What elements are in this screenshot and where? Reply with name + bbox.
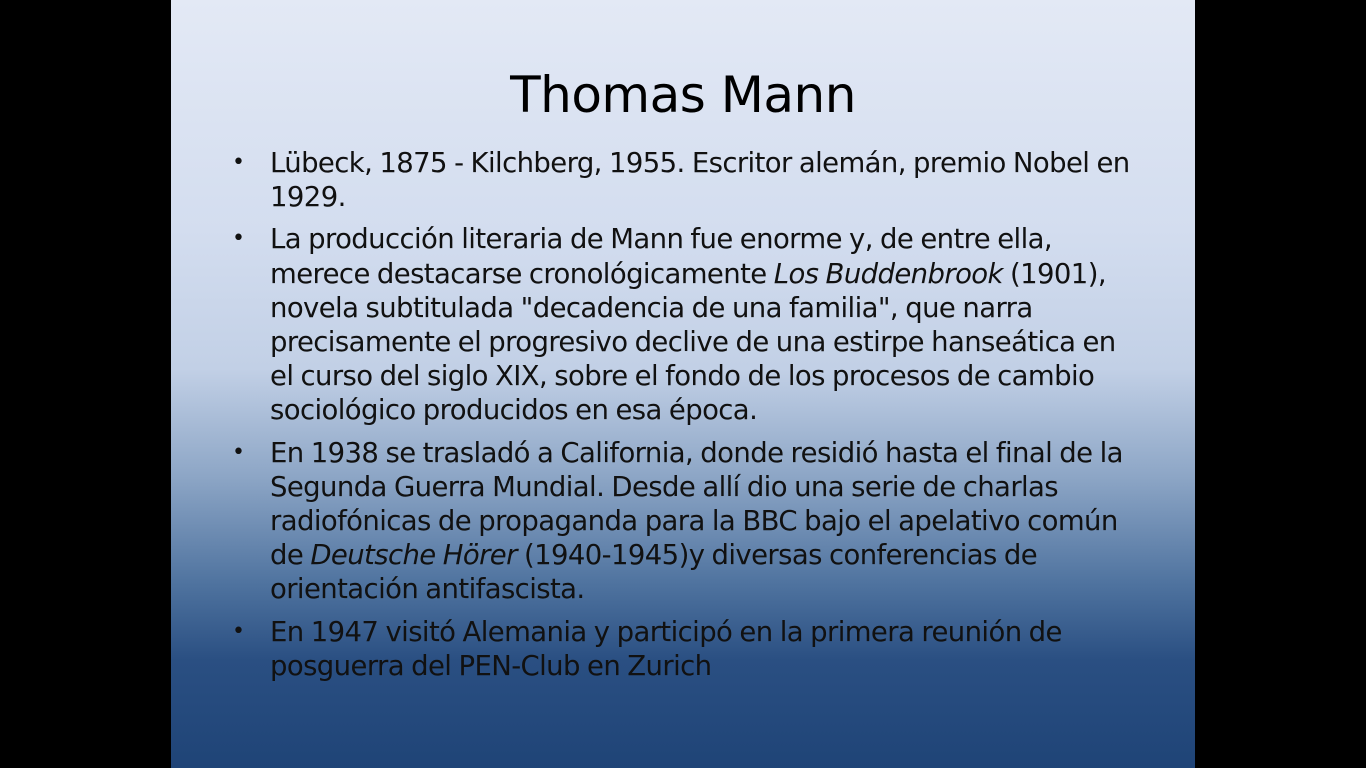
bullet-list	[171, 146, 1195, 691]
slide-title: Thomas Mann	[510, 66, 856, 124]
bullet-item-4	[171, 615, 1195, 683]
slide	[171, 0, 1195, 768]
radio-series-italic: Deutsche Hörer	[310, 539, 517, 572]
bullet-item-1	[171, 146, 1195, 214]
bullet-2-part-1: La producción literaria de Mann fue enorme y, de entre ella, merece destacarse cronológicamente	[270, 223, 1053, 290]
bullet-4-part-1: En 1947 visitó Alemania y participó en la primera reunión de posguerra del PEN-Club en Zurich	[270, 615, 1062, 682]
bullet-dot-icon: •	[232, 439, 245, 465]
bullet-dot-icon: •	[232, 226, 245, 252]
bullet-item-3	[171, 436, 1195, 607]
bullet-text-4	[270, 615, 1135, 683]
bullet-item-2	[171, 222, 1195, 427]
bullet-dot-icon: •	[232, 150, 245, 175]
book-title-italic: Los Buddenbrook	[773, 257, 1003, 290]
bullet-3-part-1: En 1938 se trasladó a California, donde residió hasta el final de la Segunda Guerra Mundial. Desde allí dio una serie de charlas radiofónicas de propaganda para la BBC bajo el apelativo común de	[270, 436, 1123, 572]
bullet-text-2	[270, 222, 1135, 427]
bullet-text-3	[270, 436, 1135, 607]
bullet-2-part-3: (1901), novela subtitulada "decadencia de una familia", que narra precisamente el progresivo declive de una estirpe hanseática en el curso del siglo XIX, sobre el fondo de los procesos de cambio sociológico producidos en esa época.	[270, 257, 1116, 427]
bullet-text-1	[270, 146, 1135, 214]
bullet-3-part-3: (1940-1945)y diversas conferencias de orientación antifascista.	[270, 539, 1038, 606]
bullet-dot-icon: •	[232, 618, 245, 644]
bullet-1-part-1: Lübeck, 1875 - Kilchberg, 1955. Escritor alemán, premio Nobel en 1929.	[270, 147, 1130, 214]
